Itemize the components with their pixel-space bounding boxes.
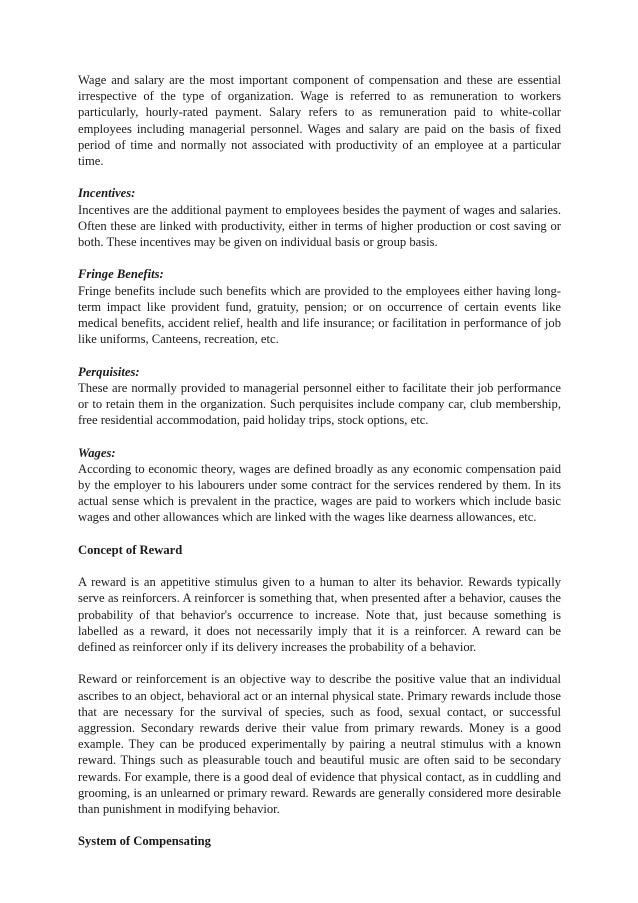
intro-paragraph: Wage and salary are the most important component of compensation and these are essential irrespective of the type of organization. Wage is referred to as remuneration to workers particularly, hourly-rated payment. Salary refers to as remuneration paid to white-collar employees including managerial personnel. Wages and salary are paid on the basis of fixed period of time and normally not associated with productivity of an employee at a particular time. <box>78 73 561 169</box>
perquisites-body: These are normally provided to managerial personnel either to facilitate their job performance or to retain them in the organization. Such perquisites include company car, club membership, free residential accommodation, paid holiday trips, stock options, etc. <box>78 380 561 428</box>
reward-paragraph-2: Reward or reinforcement is an objective way to describe the positive value that an individual ascribes to an object, behavioral act or an internal physical state. Primary rewards include those that are necessary for the survival of species, such as food, sexual contact, or successful aggression. Secondary rewards derive their value from primary rewards. Money is a good example. They can be produced experimentally by pairing a neutral stimulus with a known reward. Things such as pleasurable touch and beautiful music are often said to be secondary rewards. For example, there is a good deal of evidence that physical contact, as in cuddling and grooming, is an unlearned or primary reward. Rewards are generally considered more desirable than punishment in modifying behavior. <box>78 672 561 817</box>
incentives-body: Incentives are the additional payment to employees besides the payment of wages and salaries. Often these are linked with productivity, either in terms of higher production or cost saving or both. These incentives may be given on individual basis or group basis. <box>78 202 561 250</box>
fringe-benefits-section <box>78 266 561 347</box>
perquisites-heading: Perquisites: <box>78 364 140 379</box>
wages-body: According to economic theory, wages are defined broadly as any economic compensation paid by the employer to his labourers under some contract for the services rendered by them. In its actual sense which is prevalent in the practice, wages are paid to workers which include basic wages and other allowances which are linked with the wages like dearness allowances, etc. <box>78 461 561 525</box>
incentives-section <box>78 185 561 250</box>
concept-of-reward-heading: Concept of Reward <box>78 542 183 557</box>
wages-heading: Wages: <box>78 445 116 460</box>
reward-paragraph-1: A reward is an appetitive stimulus given to a human to alter its behavior. Rewards typically serve as reinforcers. A reinforcer is something that, when presented after a behavior, causes the probability of that behavior's occurrence to increase. Note that, just because something is labelled as a reward, it does not necessarily imply that it is a reinforcer. A reward can be defined as reinforcer only if its delivery increases the probability of a behavior. <box>78 575 561 655</box>
fringe-benefits-heading: Fringe Benefits: <box>78 267 164 282</box>
perquisites-section <box>78 364 561 429</box>
wages-section <box>78 445 561 526</box>
fringe-benefits-body: Fringe benefits include such benefits which are provided to the employees either having long-term impact like provident fund, gratuity, pension; or on occurrence of certain events like medical benefits, accident relief, health and life insurance; or facilitation in performance of job like uniforms, Canteens, recreation, etc. <box>78 283 561 347</box>
system-of-compensating-heading: System of Compensating <box>78 834 211 849</box>
incentives-heading: Incentives: <box>78 186 136 201</box>
